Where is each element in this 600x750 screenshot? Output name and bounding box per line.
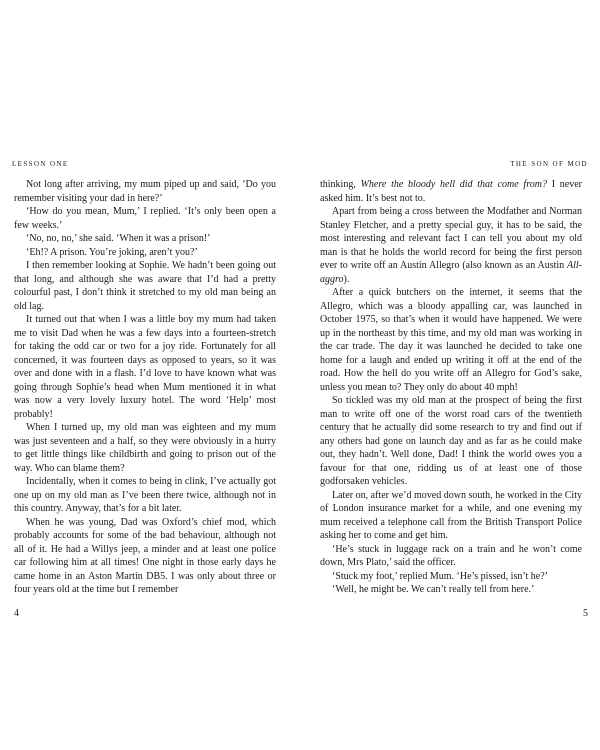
- left-page-body: [14, 178, 276, 597]
- paragraph: ‘How do you mean, Mum,’ I replied. ‘It’s only been open a few weeks.’: [14, 206, 276, 231]
- running-head-right: THE SON OF MOD: [510, 160, 588, 168]
- right-page-body: [320, 178, 582, 597]
- text-run: thinking,: [320, 179, 361, 190]
- italic-text: All-aggro: [320, 260, 582, 285]
- paragraph: ‘Stuck my foot,’ replied Mum. ‘He’s pissed, isn’t he?’: [332, 570, 548, 582]
- text-run: ).: [343, 273, 350, 285]
- page-number-right: 5: [583, 608, 588, 619]
- paragraph: I then remember looking at Sophie. We hadn’t been going out that long, and although she was aware that I’d had a pretty colourful past, I don’t think it stretched to my old man being an old lag.: [14, 260, 276, 312]
- running-head-left: LESSON ONE: [12, 160, 69, 168]
- paragraph: After a quick butchers on the internet, it seems that the Allegro, which was a bloody appalling car, was launched in October 1975, so that’s when it would have happened. We were up in the northeast by this time, and my old man was working in the car trade. The day it was launched he decided to take one home for a laugh and ended up writing it off at the end of the road. How the hell do you write off an Allegro for God’s sake, unless you mean to? They only do about 40 mph!: [320, 287, 582, 393]
- paragraph-continued: [320, 178, 582, 205]
- right-page: [300, 0, 600, 750]
- italic-text: Where the bloody hell did that come from?: [360, 179, 547, 190]
- paragraph: So tickled was my old man at the prospect of being the first man to write off one of the worst road cars of the twentieth century that he actually did some research to try and find out if any others had gone on launch day and as far as he could make out, they hadn’t. Well done, Dad! I think the world owes you a favour for that one, ridding us of at least one of those godforsaken vehicles.: [320, 395, 582, 487]
- paragraph: ‘Eh!? A prison. You’re joking, aren’t you?’: [26, 246, 198, 258]
- paragraph: [320, 205, 582, 286]
- paragraph: It turned out that when I was a little boy my mum had taken me to visit Dad when he was a few days into a fourteen-stretch for taking the odd car or two for a joy ride. Fortunately for all concerned, it was fourteen days as opposed to years, so it was over and done with in a flash. I’d love to have known what was going through Sophie’s head when Mum mentioned it in what was now a very lovely luxury hotel. The word ‘Help’ most probably!: [14, 314, 276, 420]
- paragraph: When I turned up, my old man was eighteen and my mum was just seventeen and a half, so they were obviously in a hurry to get little things like childbirth and going to prison out of the way. Who can blame them?: [14, 422, 276, 474]
- paragraph: Incidentally, when it comes to being in clink, I’ve actually got one up on my old man as I’ve been there twice, although not in this country. Anyway, that’s for a bit later.: [14, 476, 276, 514]
- paragraph: ‘He’s stuck in luggage rack on a train and he won’t come down, Mrs Plato,’ said the officer.: [320, 543, 582, 568]
- page-number-left: 4: [14, 608, 19, 619]
- paragraph: When he was young, Dad was Oxford’s chief mod, which probably accounts for some of the bad behaviour, although not all of it. He had a Willys jeep, a minder and at least one police car following him at all times! One night in those early days he came home in an Aston Martin DB5. I was only about three or four years old at the time but I remember: [14, 516, 276, 595]
- text-run: I never asked him. It’s best not to.: [320, 179, 582, 204]
- text-run: Apart from being a cross between the Modfather and Norman Stanley Fletcher, and a pretty special guy, it has to be said, the most interesting and relevant fact I can tell you about my old man is that he holds the world record for being the first person ever to write off an Austin Allegro (also known as an Austin: [320, 206, 582, 271]
- paragraph: ‘Well, he might be. We can’t really tell from here.’: [332, 584, 535, 595]
- paragraph: Not long after arriving, my mum piped up and said, ‘Do you remember visiting your dad in here?’: [14, 179, 276, 204]
- paragraph: Later on, after we’d moved down south, he worked in the City of London insurance market for a while, and one evening my mum received a telephone call from the British Transport Police asking her to come and get him.: [320, 489, 582, 541]
- paragraph: ‘No, no, no,’ she said. ‘When it was a prison!’: [26, 233, 211, 244]
